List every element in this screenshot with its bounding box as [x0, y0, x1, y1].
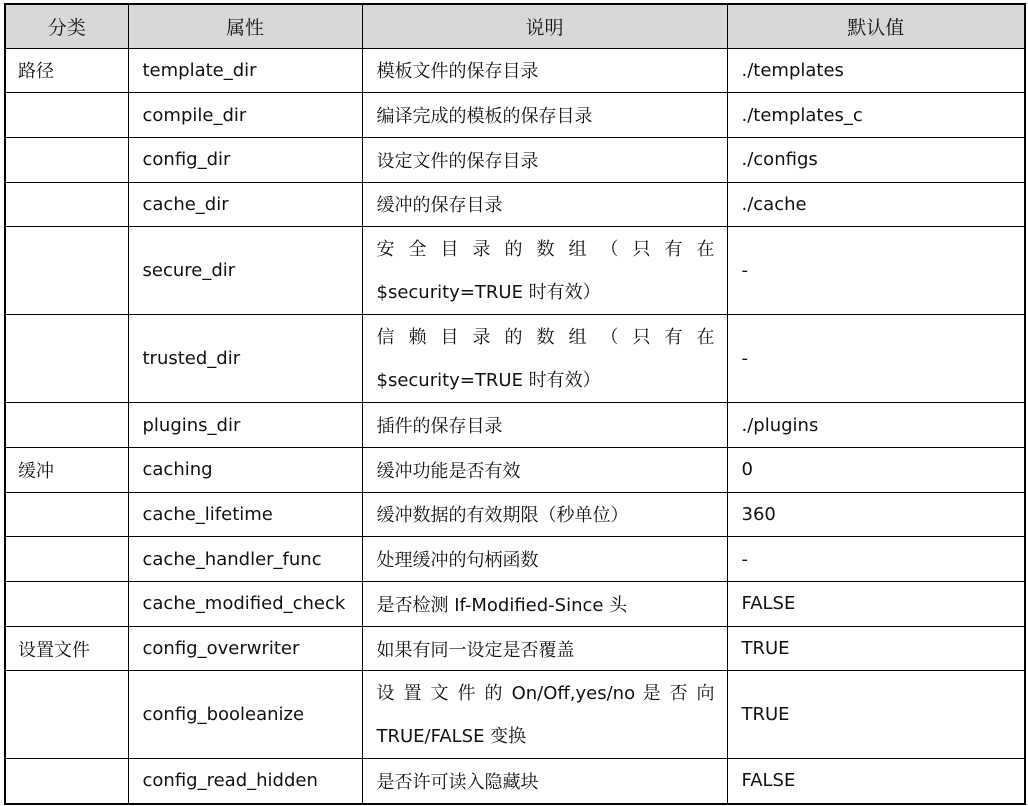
table-row [5, 137, 1025, 182]
cell-default: - [727, 227, 1025, 315]
cell-attribute: cache_modified_check [128, 582, 362, 627]
cell-category [5, 759, 128, 804]
cell-description: 模板文件的保存目录 [362, 48, 727, 93]
cell-category: 路径 [5, 48, 128, 93]
cell-description: 处理缓冲的句柄函数 [362, 537, 727, 582]
table-row [5, 227, 1025, 315]
cell-description: 设 置 文 件 的 On/Off,yes/no 是 否 向 TRUE/FALSE 变换 [362, 671, 727, 759]
cell-attribute: cache_dir [128, 182, 362, 227]
cell-description: 如果有同一设定是否覆盖 [362, 626, 727, 671]
cell-default: 360 [727, 492, 1025, 537]
table-row [5, 492, 1025, 537]
cell-attribute: template_dir [128, 48, 362, 93]
cell-category [5, 582, 128, 627]
table-row [5, 403, 1025, 448]
cell-description: 安 全 目 录 的 数 组 （ 只 有 在 $security=TRUE 时有效） [362, 227, 727, 315]
cell-category [5, 227, 128, 315]
header-attribute: 属性 [128, 4, 362, 48]
cell-default: ./cache [727, 182, 1025, 227]
cell-default: TRUE [727, 671, 1025, 759]
cell-default: ./templates [727, 48, 1025, 93]
cell-category [5, 537, 128, 582]
cell-attribute: config_read_hidden [128, 759, 362, 804]
cell-description: 缓冲功能是否有效 [362, 447, 727, 492]
cell-category [5, 403, 128, 448]
cell-category [5, 182, 128, 227]
cell-default: TRUE [727, 626, 1025, 671]
cell-attribute: trusted_dir [128, 315, 362, 403]
cell-description: 设定文件的保存目录 [362, 137, 727, 182]
cell-description: 是否许可读入隐藏块 [362, 759, 727, 804]
cell-category: 设置文件 [5, 626, 128, 671]
table-row [5, 671, 1025, 759]
cell-attribute: caching [128, 447, 362, 492]
cell-attribute: cache_handler_func [128, 537, 362, 582]
table-row [5, 537, 1025, 582]
cell-attribute: secure_dir [128, 227, 362, 315]
table-row [5, 626, 1025, 671]
cell-attribute: config_overwriter [128, 626, 362, 671]
cell-category [5, 315, 128, 403]
cell-default: - [727, 537, 1025, 582]
settings-table [4, 3, 1026, 805]
cell-default: ./configs [727, 137, 1025, 182]
cell-category: 缓冲 [5, 447, 128, 492]
cell-attribute: cache_lifetime [128, 492, 362, 537]
table-row [5, 48, 1025, 93]
cell-description: 信 赖 目 录 的 数 组 （ 只 有 在 $security=TRUE 时有效） [362, 315, 727, 403]
table-row [5, 93, 1025, 138]
cell-description: 是否检测 If-Modified-Since 头 [362, 582, 727, 627]
header-row [5, 4, 1025, 48]
table-row [5, 447, 1025, 492]
cell-attribute: plugins_dir [128, 403, 362, 448]
cell-description: 插件的保存目录 [362, 403, 727, 448]
cell-default: 0 [727, 447, 1025, 492]
cell-attribute: config_dir [128, 137, 362, 182]
cell-default: ./templates_c [727, 93, 1025, 138]
table-row [5, 582, 1025, 627]
cell-description: 编译完成的模板的保存目录 [362, 93, 727, 138]
cell-attribute: compile_dir [128, 93, 362, 138]
cell-default: - [727, 315, 1025, 403]
table-row [5, 759, 1025, 804]
cell-category [5, 137, 128, 182]
header-default: 默认值 [727, 4, 1025, 48]
table-row [5, 182, 1025, 227]
cell-default: ./plugins [727, 403, 1025, 448]
table-row [5, 315, 1025, 403]
cell-category [5, 492, 128, 537]
header-category: 分类 [5, 4, 128, 48]
cell-category [5, 93, 128, 138]
cell-description: 缓冲数据的有效期限（秒单位） [362, 492, 727, 537]
cell-default: FALSE [727, 582, 1025, 627]
cell-category [5, 671, 128, 759]
cell-description: 缓冲的保存目录 [362, 182, 727, 227]
cell-attribute: config_booleanize [128, 671, 362, 759]
header-description: 说明 [362, 4, 727, 48]
cell-default: FALSE [727, 759, 1025, 804]
